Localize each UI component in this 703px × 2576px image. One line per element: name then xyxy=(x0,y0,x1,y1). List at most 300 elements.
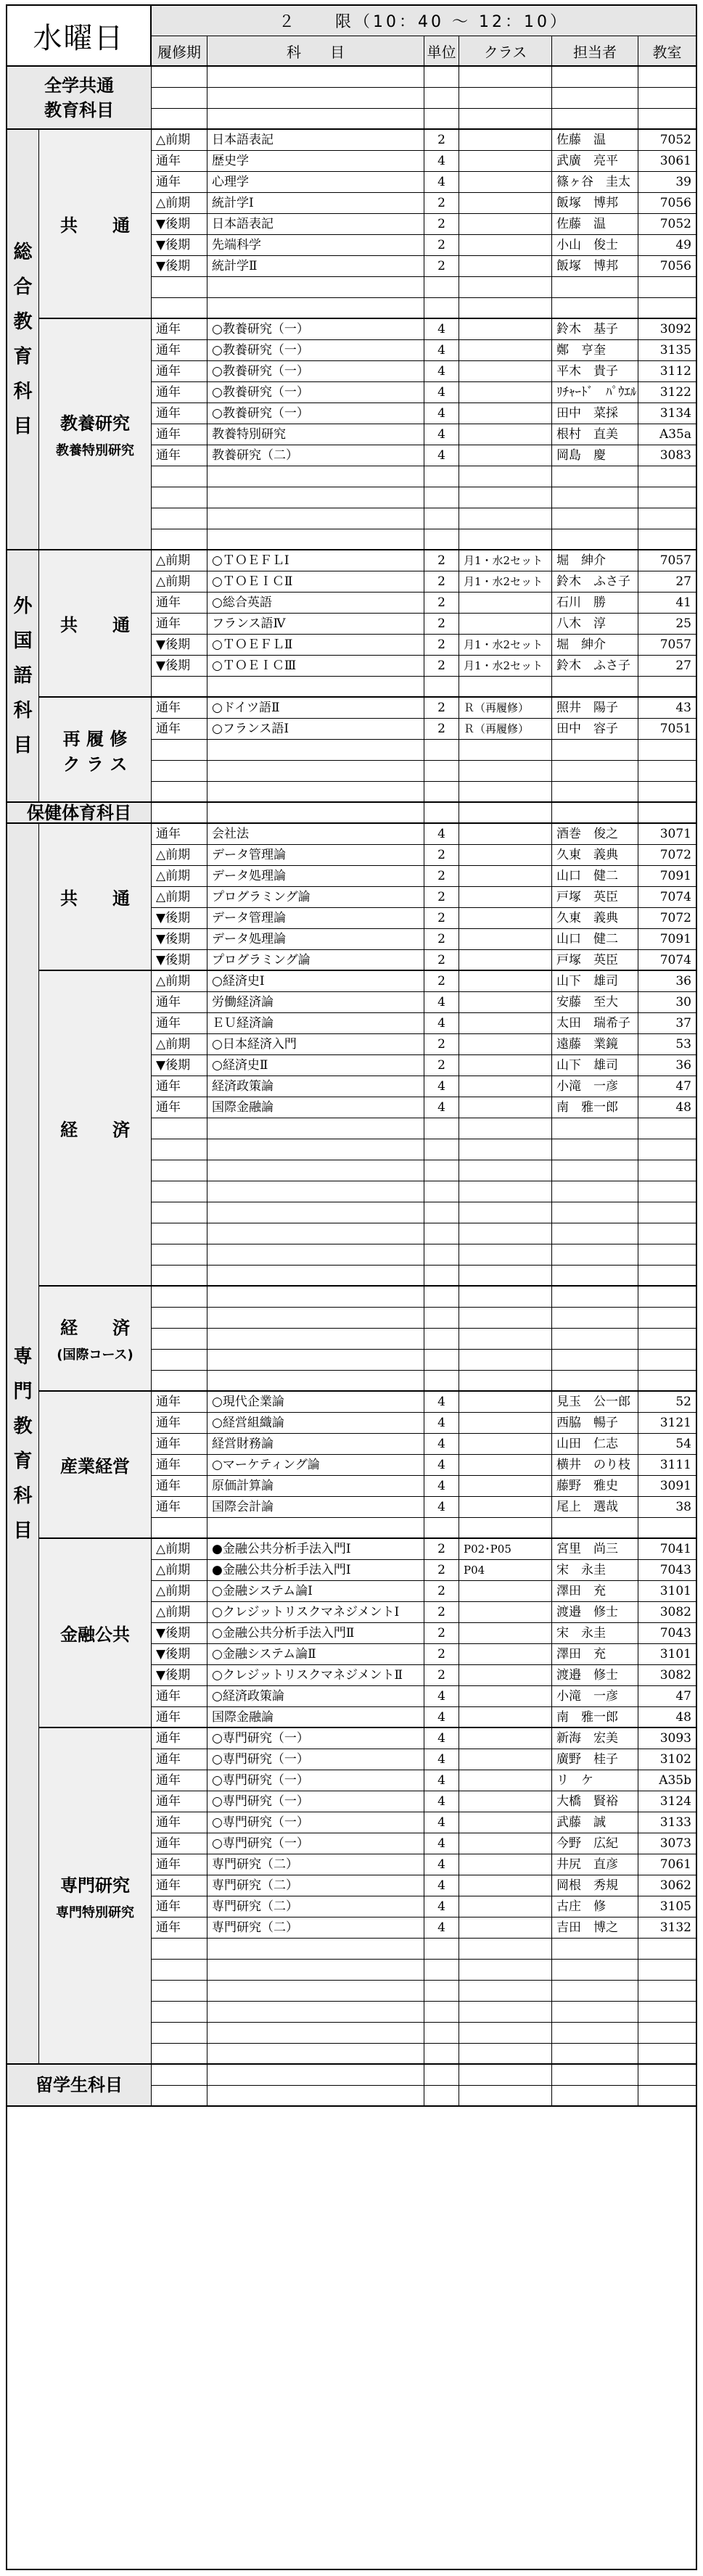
empty-row xyxy=(152,1266,696,1287)
cell-class xyxy=(459,256,552,276)
cell-room: 3133 xyxy=(659,1815,691,1830)
cell-class xyxy=(459,1034,552,1054)
cell-unit: 4 xyxy=(424,1833,459,1854)
cell-term xyxy=(152,1371,207,1391)
cell-subject xyxy=(207,1960,424,1980)
section-label-text: 教育科目 xyxy=(44,99,114,120)
cell-room: 3124 xyxy=(659,1794,691,1809)
cell-subject: フランス語Ⅳ xyxy=(207,614,424,634)
cell-subject: データ管理論 xyxy=(207,908,424,928)
cell-term: △前期 xyxy=(152,866,207,886)
cell-class xyxy=(459,151,552,171)
cell-room: 7043 xyxy=(659,1563,691,1577)
cell-subject: ○クレジットリスクマネジメントⅡ xyxy=(207,1665,424,1685)
section-sublabel: 教養特別研究 xyxy=(56,443,134,458)
cell-class xyxy=(459,1476,552,1496)
col-header-term: 履修期 xyxy=(152,36,207,65)
cell-term xyxy=(152,1329,207,1349)
cell-term: △前期 xyxy=(152,1034,207,1054)
cell-subject xyxy=(207,529,424,550)
cell-teacher xyxy=(552,1181,638,1202)
cell-class xyxy=(459,866,552,886)
cell-subject xyxy=(207,1118,424,1139)
cell-room xyxy=(638,88,696,108)
cell-class xyxy=(459,1875,552,1896)
section-label-sogo-kenkyu xyxy=(39,319,152,550)
cell-unit: 4 xyxy=(424,1434,459,1454)
cell-term: 通年 xyxy=(152,614,207,634)
outer-group-char: 科 xyxy=(13,700,33,722)
cell-unit: 2 xyxy=(424,193,459,213)
cell-class xyxy=(459,1749,552,1770)
outer-group-char: 教 xyxy=(13,311,33,333)
course-row xyxy=(152,1644,696,1665)
cell-unit: 4 xyxy=(424,1392,459,1412)
cell-class xyxy=(459,445,552,466)
cell-unit: 4 xyxy=(424,992,459,1012)
empty-row xyxy=(152,677,696,698)
cell-subject: ○ドイツ語Ⅱ xyxy=(207,698,424,718)
cell-subject xyxy=(207,761,424,781)
cell-class xyxy=(459,614,552,634)
cell-unit xyxy=(424,1266,459,1286)
empty-row xyxy=(152,1160,696,1181)
cell-teacher: 今野 広紀 xyxy=(552,1833,638,1854)
cell-class xyxy=(459,1939,552,1959)
cell-subject xyxy=(207,1518,424,1538)
cell-term: 通年 xyxy=(152,1686,207,1706)
course-row xyxy=(152,1476,696,1497)
cell-class xyxy=(459,1266,552,1286)
cell-subject: 会社法 xyxy=(207,824,424,844)
cell-room xyxy=(638,298,696,318)
cell-class xyxy=(459,1055,552,1076)
cell-teacher: 宋 永圭 xyxy=(552,1560,638,1580)
cell-term: 通年 xyxy=(152,424,207,445)
cell-term: ▼後期 xyxy=(152,656,207,676)
cell-unit xyxy=(424,1244,459,1265)
cell-teacher xyxy=(552,782,638,802)
cell-class xyxy=(459,845,552,865)
cell-class xyxy=(459,908,552,928)
cell-teacher: 飯塚 博邦 xyxy=(552,256,638,276)
cell-room: 3061 xyxy=(659,154,691,168)
cell-room xyxy=(638,740,696,760)
course-row xyxy=(152,614,696,635)
outer-group-char: 専 xyxy=(13,1345,33,1368)
section-label-text: 共 通 xyxy=(60,615,130,635)
cell-term xyxy=(152,88,207,108)
cell-class xyxy=(459,319,552,339)
course-row xyxy=(152,845,696,866)
cell-term xyxy=(152,2044,207,2064)
cell-subject: ○現代企業論 xyxy=(207,1392,424,1412)
course-row xyxy=(152,1581,696,1602)
cell-teacher: 武廣 亮平 xyxy=(552,151,638,171)
course-row xyxy=(152,235,696,256)
cell-term xyxy=(152,1981,207,2001)
cell-unit: 2 xyxy=(424,1602,459,1622)
cell-class xyxy=(459,2044,552,2064)
section-label-text: 専門研究 xyxy=(60,1875,130,1896)
cell-unit xyxy=(424,508,459,529)
cell-class xyxy=(459,1202,552,1223)
cell-teacher: 八木 淳 xyxy=(552,614,638,634)
cell-subject: 教養特別研究 xyxy=(207,424,424,445)
cell-class xyxy=(459,1981,552,2001)
cell-term: 通年 xyxy=(152,824,207,844)
outer-group-char: 目 xyxy=(13,1519,33,1542)
cell-class xyxy=(459,1118,552,1139)
cell-class xyxy=(459,298,552,318)
empty-row xyxy=(152,109,696,130)
course-row xyxy=(152,656,696,677)
cell-teacher: 新海 宏美 xyxy=(552,1728,638,1749)
cell-class xyxy=(459,803,552,823)
cell-subject: データ管理論 xyxy=(207,845,424,865)
cell-class xyxy=(459,929,552,949)
cell-unit: 4 xyxy=(424,1875,459,1896)
cell-teacher: 久東 義典 xyxy=(552,908,638,928)
cell-teacher: 佐藤 温 xyxy=(552,130,638,150)
cell-subject: ○金融公共分析手法入門Ⅱ xyxy=(207,1623,424,1643)
cell-subject: ○経済史Ⅰ xyxy=(207,971,424,991)
cell-unit xyxy=(424,277,459,297)
cell-subject: 教養研究（二） xyxy=(207,445,424,466)
empty-row xyxy=(152,2044,696,2065)
cell-room xyxy=(638,1266,696,1286)
cell-unit: 4 xyxy=(424,403,459,424)
course-row xyxy=(152,1013,696,1034)
cell-unit: 2 xyxy=(424,656,459,676)
cell-teacher xyxy=(552,1308,638,1328)
cell-teacher xyxy=(552,1223,638,1244)
cell-unit: 2 xyxy=(424,1055,459,1076)
cell-room xyxy=(638,1981,696,2001)
empty-row xyxy=(152,761,696,782)
cell-term: ▼後期 xyxy=(152,929,207,949)
cell-teacher: ﾘﾁｬｰﾄﾞ ﾊﾟｳｴﾙ xyxy=(552,382,638,402)
cell-subject: ○ＴＯＥＦＬⅠ xyxy=(207,550,424,571)
cell-unit xyxy=(424,2086,459,2106)
cell-term: ▼後期 xyxy=(152,1644,207,1664)
cell-room: 7072 xyxy=(659,848,691,862)
cell-class xyxy=(459,1371,552,1391)
cell-class xyxy=(459,761,552,781)
cell-unit: 4 xyxy=(424,445,459,466)
section-label-text: 産業経営 xyxy=(60,1456,130,1477)
cell-class xyxy=(459,1455,552,1475)
cell-class xyxy=(459,172,552,192)
cell-room: 38 xyxy=(675,1500,691,1514)
cell-room: 47 xyxy=(675,1079,691,1094)
cell-unit xyxy=(424,1350,459,1370)
cell-class xyxy=(459,1791,552,1812)
cell-teacher xyxy=(552,1160,638,1181)
course-row xyxy=(152,1770,696,1791)
cell-unit xyxy=(424,1181,459,1202)
cell-term: 通年 xyxy=(152,1097,207,1118)
cell-term xyxy=(152,803,207,823)
cell-term xyxy=(152,1223,207,1244)
section-label-text: 共 通 xyxy=(60,215,130,236)
cell-room: 3101 xyxy=(659,1647,691,1661)
cell-term xyxy=(152,1181,207,1202)
cell-unit: 4 xyxy=(424,1749,459,1770)
cell-unit: 2 xyxy=(424,235,459,255)
empty-row xyxy=(152,1118,696,1139)
cell-unit: 4 xyxy=(424,382,459,402)
cell-subject xyxy=(207,88,424,108)
cell-teacher: 鈴木 ふさ子 xyxy=(552,571,638,592)
cell-teacher: 山下 雄司 xyxy=(552,1055,638,1076)
cell-teacher xyxy=(552,761,638,781)
cell-teacher: 宋 永圭 xyxy=(552,1623,638,1643)
section-label-senmon-kenkyu xyxy=(39,1728,152,2065)
cell-room xyxy=(638,761,696,781)
empty-row xyxy=(152,1350,696,1371)
section-label-text: 教養研究 xyxy=(60,413,130,434)
cell-room xyxy=(638,1244,696,1265)
cell-room xyxy=(638,2086,696,2106)
outer-group-char: 目 xyxy=(13,416,33,437)
cell-subject: データ処理論 xyxy=(207,929,424,949)
course-row xyxy=(152,1497,696,1518)
cell-subject xyxy=(207,2044,424,2064)
cell-term xyxy=(152,1202,207,1223)
course-row xyxy=(152,382,696,403)
course-row xyxy=(152,866,696,887)
cell-teacher: 佐藤 温 xyxy=(552,214,638,234)
cell-term: 通年 xyxy=(152,1392,207,1412)
cell-unit: 2 xyxy=(424,635,459,655)
cell-class xyxy=(459,1770,552,1791)
cell-unit: 2 xyxy=(424,1623,459,1643)
empty-row xyxy=(152,67,696,88)
cell-term xyxy=(152,277,207,297)
cell-teacher: 篠ヶ谷 圭太 xyxy=(552,172,638,192)
cell-unit: 2 xyxy=(424,256,459,276)
cell-unit: 2 xyxy=(424,1560,459,1580)
cell-unit: 4 xyxy=(424,824,459,844)
cell-class xyxy=(459,1097,552,1118)
cell-term: 通年 xyxy=(152,319,207,339)
cell-room xyxy=(638,508,696,529)
cell-subject: 専門研究（二） xyxy=(207,1854,424,1875)
cell-teacher: 澤田 充 xyxy=(552,1644,638,1664)
cell-term xyxy=(152,508,207,529)
cell-teacher: 小滝 一彦 xyxy=(552,1076,638,1097)
cell-teacher xyxy=(552,88,638,108)
cell-teacher: 堀 紳介 xyxy=(552,550,638,571)
cell-teacher: 鈴木 ふさ子 xyxy=(552,656,638,676)
empty-row xyxy=(152,782,696,803)
cell-teacher xyxy=(552,1244,638,1265)
cell-subject xyxy=(207,508,424,529)
cell-class xyxy=(459,1581,552,1601)
cell-class: P04 xyxy=(459,1560,552,1580)
cell-class xyxy=(459,1181,552,1202)
course-row xyxy=(152,1875,696,1896)
cell-class xyxy=(459,1413,552,1433)
cell-class xyxy=(459,992,552,1012)
cell-class xyxy=(459,740,552,760)
cell-unit: 2 xyxy=(424,1539,459,1559)
cell-subject xyxy=(207,2002,424,2022)
cell-unit xyxy=(424,298,459,318)
cell-teacher: 石川 勝 xyxy=(552,593,638,613)
cell-room: 3073 xyxy=(659,1836,691,1851)
cell-term xyxy=(152,1244,207,1265)
cell-room xyxy=(638,2002,696,2022)
cell-unit xyxy=(424,1371,459,1391)
cell-class xyxy=(459,2086,552,2106)
cell-subject: ○教養研究（一） xyxy=(207,403,424,424)
cell-unit: 4 xyxy=(424,1413,459,1433)
cell-term: ▼後期 xyxy=(152,1623,207,1643)
course-row xyxy=(152,1034,696,1055)
cell-unit: 4 xyxy=(424,1686,459,1706)
cell-teacher xyxy=(552,2044,638,2064)
cell-term: △前期 xyxy=(152,1539,207,1559)
cell-unit: 2 xyxy=(424,950,459,970)
course-row xyxy=(152,445,696,466)
cell-subject: ○ＴＯＥＦＬⅡ xyxy=(207,635,424,655)
cell-teacher xyxy=(552,803,638,823)
cell-subject: ＥＵ経済論 xyxy=(207,1013,424,1033)
cell-subject: 専門研究（二） xyxy=(207,1896,424,1917)
cell-room: 7052 xyxy=(659,217,691,231)
course-row xyxy=(152,593,696,614)
outer-group-char: 科 xyxy=(13,381,33,402)
cell-subject xyxy=(207,677,424,697)
cell-teacher xyxy=(552,508,638,529)
course-row xyxy=(152,950,696,971)
cell-class xyxy=(459,1644,552,1664)
cell-class xyxy=(459,508,552,529)
empty-row xyxy=(152,803,696,824)
course-row xyxy=(152,1539,696,1560)
cell-teacher: 藤野 雅史 xyxy=(552,1476,638,1496)
outer-group-char: 総 xyxy=(13,242,33,263)
cell-class xyxy=(459,1896,552,1917)
cell-room: 27 xyxy=(675,659,691,673)
outer-group-char: 育 xyxy=(13,1450,33,1472)
cell-room xyxy=(638,1223,696,1244)
course-row xyxy=(152,1665,696,1686)
cell-class xyxy=(459,593,552,613)
cell-teacher: リ ケ xyxy=(552,1770,638,1791)
cell-term xyxy=(152,298,207,318)
course-row xyxy=(152,908,696,929)
cell-class xyxy=(459,1350,552,1370)
cell-room: 48 xyxy=(675,1710,691,1725)
cell-room xyxy=(638,1371,696,1391)
cell-teacher: 山田 仁志 xyxy=(552,1434,638,1454)
cell-teacher xyxy=(552,1287,638,1307)
cell-room: 3082 xyxy=(659,1668,691,1683)
cell-subject xyxy=(207,1266,424,1286)
empty-row xyxy=(152,277,696,298)
course-row xyxy=(152,1413,696,1434)
course-row xyxy=(152,1707,696,1728)
cell-teacher: 平木 貴子 xyxy=(552,361,638,381)
cell-unit xyxy=(424,1160,459,1181)
cell-room: 3135 xyxy=(659,343,691,358)
cell-term: ▼後期 xyxy=(152,908,207,928)
cell-unit: 2 xyxy=(424,698,459,718)
section-label-senmon-kyotsu xyxy=(39,824,152,971)
empty-row xyxy=(152,1939,696,1960)
section-sublabel: (国際コース) xyxy=(57,1347,133,1363)
section-label-ryugakusei xyxy=(7,2065,152,2107)
cell-term xyxy=(152,1960,207,1980)
cell-room xyxy=(638,1329,696,1349)
cell-room: 36 xyxy=(675,974,691,988)
section-label-hoken xyxy=(7,803,152,824)
cell-room: 3122 xyxy=(659,385,691,400)
outer-group-char: 育 xyxy=(13,346,33,368)
cell-unit: 4 xyxy=(424,1076,459,1097)
course-row xyxy=(152,1623,696,1644)
empty-row xyxy=(152,88,696,109)
cell-unit xyxy=(424,529,459,550)
cell-room: 43 xyxy=(675,701,691,715)
cell-unit xyxy=(424,1960,459,1980)
cell-teacher xyxy=(552,1329,638,1349)
cell-teacher xyxy=(552,2065,638,2085)
cell-teacher xyxy=(552,466,638,487)
cell-subject xyxy=(207,1350,424,1370)
cell-room: 52 xyxy=(675,1395,691,1409)
cell-term xyxy=(152,2065,207,2085)
cell-class xyxy=(459,1812,552,1833)
cell-subject xyxy=(207,487,424,508)
empty-row xyxy=(152,2002,696,2023)
cell-subject: ○金融システム論Ⅰ xyxy=(207,1581,424,1601)
cell-unit xyxy=(424,761,459,781)
cell-teacher: 鄭 亨奎 xyxy=(552,340,638,360)
empty-row xyxy=(152,1371,696,1392)
cell-term: 通年 xyxy=(152,1896,207,1917)
cell-term xyxy=(152,1518,207,1538)
cell-term: ▼後期 xyxy=(152,950,207,970)
cell-subject: ○教養研究（一） xyxy=(207,340,424,360)
cell-class xyxy=(459,1076,552,1097)
cell-subject: ○専門研究（一） xyxy=(207,1728,424,1749)
cell-teacher: 吉田 博之 xyxy=(552,1917,638,1938)
cell-teacher: 飯塚 博邦 xyxy=(552,193,638,213)
cell-term: △前期 xyxy=(152,845,207,865)
course-row xyxy=(152,361,696,382)
cell-teacher xyxy=(552,1139,638,1160)
course-row xyxy=(152,1686,696,1707)
cell-teacher xyxy=(552,487,638,508)
cell-class xyxy=(459,1728,552,1749)
section-label-gaikoku-rishu xyxy=(39,698,152,803)
cell-subject xyxy=(207,298,424,318)
cell-teacher: 久東 義典 xyxy=(552,845,638,865)
course-row xyxy=(152,1896,696,1917)
cell-unit: 4 xyxy=(424,424,459,445)
cell-subject: ○教養研究（一） xyxy=(207,382,424,402)
cell-room: 48 xyxy=(675,1100,691,1115)
cell-room: 3082 xyxy=(659,1605,691,1619)
cell-class xyxy=(459,466,552,487)
cell-term xyxy=(152,2023,207,2043)
cell-unit: 4 xyxy=(424,1896,459,1917)
cell-class xyxy=(459,340,552,360)
